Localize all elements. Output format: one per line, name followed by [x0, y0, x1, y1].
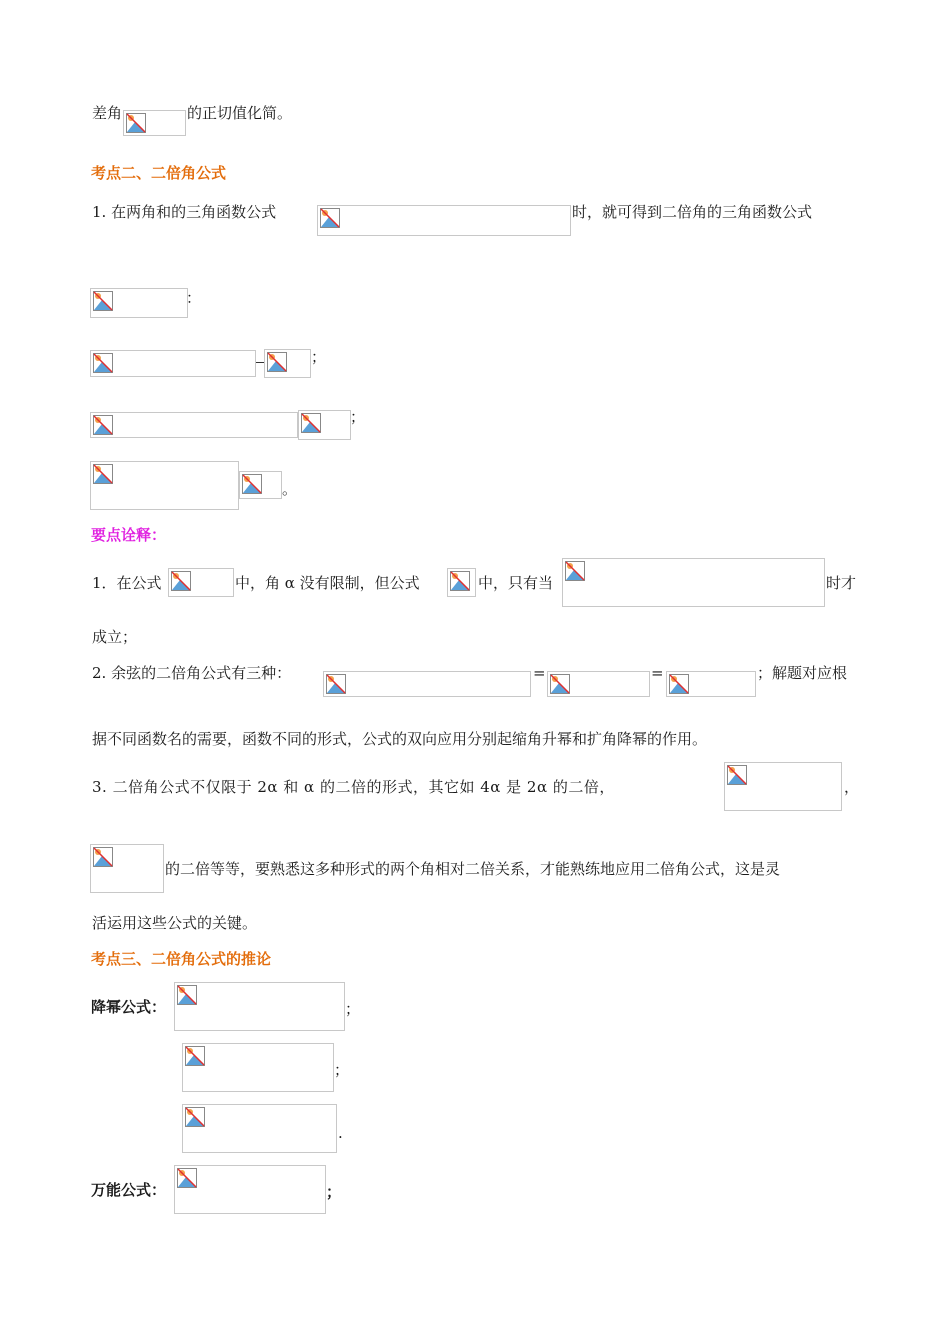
broken-image-icon: [267, 352, 287, 372]
line1-after: 的正切值化简。: [187, 104, 293, 122]
formula-image: [264, 349, 311, 378]
broken-image-icon: [727, 765, 747, 785]
broken-image-icon: [565, 561, 585, 581]
n1-cont: 成立；: [92, 628, 138, 646]
broken-image-icon: [177, 985, 197, 1005]
n1-d: 时才: [826, 574, 857, 592]
broken-image-icon: [171, 571, 191, 591]
broken-image-icon: [185, 1046, 205, 1066]
n1-b: 中，角 α 没有限制，但公式: [235, 574, 420, 592]
formula-image: [239, 471, 282, 499]
formula-image: [182, 1043, 334, 1092]
section-heading: 考点三、二倍角公式的推论: [91, 950, 272, 968]
formula-image: [182, 1104, 337, 1153]
n2-eq2: =: [651, 664, 664, 682]
formula-image: [317, 205, 571, 236]
broken-image-icon: [185, 1107, 205, 1127]
broken-image-icon: [326, 674, 346, 694]
f3-sep: ；: [350, 408, 366, 426]
formula-image: [174, 1165, 326, 1214]
n2-a: 2. 余弦的二倍角公式有三种：: [92, 664, 292, 682]
notes-heading: 要点诠释：: [91, 526, 167, 544]
n3-c: 的二倍等等，要熟悉这多种形式的两个角相对二倍关系，才能熟练地应用二倍角公式，这是灵: [165, 860, 781, 878]
p1-before: 1. 在两角和的三角函数公式: [92, 203, 277, 221]
broken-image-icon: [93, 847, 113, 867]
broken-image-icon: [669, 674, 689, 694]
broken-image-icon: [242, 474, 262, 494]
broken-image-icon: [93, 415, 113, 435]
n2-eq1: =: [533, 664, 546, 682]
n3-a: 3. 二倍角公式不仅限于 2α 和 α 的二倍的形式，其它如 4α 是 2α 的二倍，: [92, 778, 615, 796]
broken-image-icon: [320, 208, 340, 228]
f4-sep: 。: [282, 480, 298, 498]
formula-image: [323, 671, 531, 697]
universal-label: 万能公式：: [91, 1181, 167, 1199]
p1-after: 时，就可得到二倍角的三角函数公式: [572, 203, 813, 221]
formula-image: [724, 762, 842, 811]
formula-image: [90, 350, 256, 377]
broken-image-icon: [126, 113, 146, 133]
n1-c: 中，只有当: [478, 574, 554, 592]
broken-image-icon: [93, 353, 113, 373]
n2-cont: 据不同函数名的需要，函数不同的形式，公式的双向应用分别起缩角升幂和扩角降幂的作用。: [92, 730, 708, 748]
formula-image: [174, 982, 345, 1031]
f2-sep: ；: [311, 348, 327, 366]
broken-image-icon: [93, 464, 113, 484]
formula-image: [298, 410, 351, 440]
formula-image: [168, 568, 234, 597]
formula-image: [90, 844, 164, 893]
power-label: 降幂公式：: [91, 998, 167, 1016]
power-sep: .: [338, 1124, 343, 1142]
formula-image: [123, 110, 186, 136]
broken-image-icon: [301, 413, 321, 433]
broken-image-icon: [93, 291, 113, 311]
formula-image: [447, 568, 476, 597]
power-sep: ；: [345, 1000, 361, 1018]
section-heading: 考点二、二倍角公式: [91, 164, 227, 182]
formula-image: [90, 461, 239, 510]
formula-image: [666, 671, 756, 697]
formula-image: [90, 412, 298, 438]
n2-b: ；解题对应根: [757, 664, 848, 682]
f1-sep: ：: [186, 289, 202, 307]
minus-sign: [256, 362, 264, 363]
n3-b: ，: [844, 778, 860, 796]
n3-cont: 活运用这些公式的关键。: [92, 914, 258, 932]
line1-before: 差角: [92, 104, 123, 122]
broken-image-icon: [550, 674, 570, 694]
formula-image: [547, 671, 650, 697]
formula-image: [562, 558, 825, 607]
formula-image: [90, 288, 188, 318]
power-sep: ；: [334, 1061, 350, 1079]
universal-sep: ；: [326, 1183, 342, 1201]
n1-a: 1．在公式: [92, 574, 162, 592]
broken-image-icon: [177, 1168, 197, 1188]
broken-image-icon: [450, 571, 470, 591]
